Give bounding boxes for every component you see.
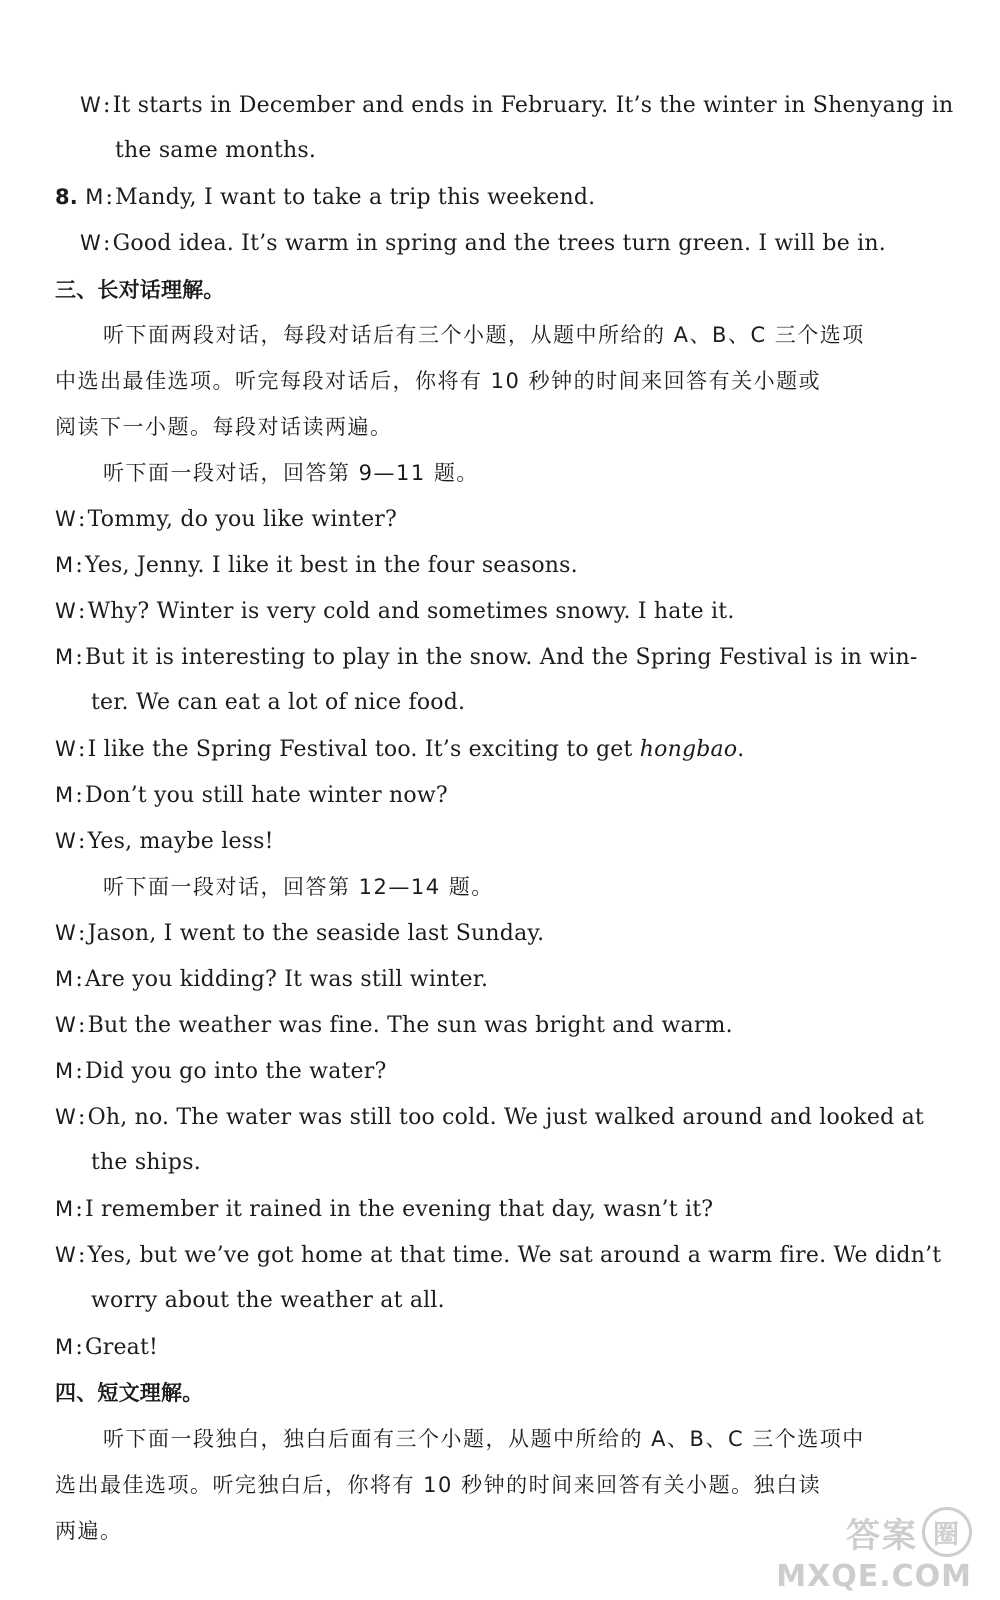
speaker-separator: :	[77, 921, 86, 946]
italic-term: hongbao	[639, 737, 738, 762]
dialogue-text-tail: .	[737, 737, 745, 762]
watermark-logo-text: 答案	[846, 1515, 918, 1556]
speaker-label: M	[55, 1335, 74, 1359]
dialogue-text: Did you go into the water?	[84, 1059, 387, 1084]
speaker-label: W	[55, 1013, 76, 1037]
watermark-url: MXQE.COM	[776, 1559, 972, 1594]
speaker-label: W	[55, 829, 76, 853]
dialogue-text: Great!	[84, 1335, 159, 1360]
text-line	[115, 136, 316, 166]
speaker-separator: :	[75, 1335, 83, 1360]
text-line	[55, 1378, 203, 1409]
text-line	[55, 366, 821, 397]
speaker-label: W	[55, 1105, 76, 1129]
speaker-separator: :	[75, 1059, 83, 1084]
section-heading: 三、长对话理解。	[55, 278, 225, 302]
dialogue-text: Yes, maybe less!	[87, 829, 274, 854]
text-line	[91, 1148, 201, 1178]
site-watermark	[776, 1507, 972, 1594]
text-line	[55, 1332, 158, 1363]
text-line	[55, 780, 448, 811]
text-line	[55, 182, 595, 213]
text-line	[91, 688, 465, 718]
text-line	[55, 1010, 733, 1041]
speaker-label: M	[55, 553, 74, 577]
text-line	[55, 964, 488, 995]
instruction-text: 听下面两段对话，每段对话后有三个小题，从题中所给的 A、B、C 三个选项	[103, 323, 865, 347]
speaker-label: W	[55, 1243, 76, 1267]
speaker-separator: :	[77, 1105, 86, 1130]
text-line	[55, 1516, 123, 1547]
dialogue-text: Oh, no. The water was still too cold. We just walked around and looked at	[87, 1105, 924, 1130]
text-line	[103, 458, 479, 489]
text-line	[55, 1194, 713, 1225]
speaker-separator: :	[77, 507, 86, 532]
text-line	[55, 734, 744, 765]
text-line	[103, 1424, 865, 1455]
text-line	[91, 1286, 445, 1316]
speaker-label: M	[55, 1197, 74, 1221]
text-line	[55, 918, 544, 949]
dialogue-text: Yes, but we’ve got home at that time. We sat around a warm fire. We didn’t	[87, 1243, 942, 1268]
instruction-text: 听下面一段对话，回答第 12—14 题。	[103, 875, 494, 899]
dialogue-text: It starts in December and ends in February. It’s the winter in Shenyang in	[112, 93, 954, 118]
text-line	[55, 412, 393, 443]
text-line	[55, 1056, 387, 1087]
text-line	[103, 320, 865, 351]
text-line	[55, 550, 578, 581]
dialogue-text: ter. We can eat a lot of nice food.	[91, 690, 466, 715]
speaker-label: W	[80, 231, 101, 255]
dialogue-text: I remember it rained in the evening that day, wasn’t it?	[84, 1197, 714, 1222]
instruction-text: 听下面一段对话，回答第 9—11 题。	[103, 461, 479, 485]
speaker-label: W	[55, 737, 76, 761]
speaker-label: M	[55, 783, 74, 807]
dialogue-text: Good idea. It’s warm in spring and the trees turn green. I will be in.	[112, 231, 886, 256]
dialogue-text: I like the Spring Festival too. It’s exciting to get	[87, 737, 640, 762]
text-line	[55, 275, 225, 306]
dialogue-text: the ships.	[91, 1150, 201, 1175]
speaker-label: M	[55, 1059, 74, 1083]
dialogue-text: But the weather was fine. The sun was bright and warm.	[87, 1013, 733, 1038]
text-line	[80, 228, 886, 259]
dialogue-text: Don’t you still hate winter now?	[84, 783, 448, 808]
speaker-separator: :	[77, 737, 86, 762]
watermark-badge: 圈	[922, 1507, 972, 1557]
text-line	[55, 504, 397, 535]
section-heading: 四、短文理解。	[55, 1381, 204, 1405]
instruction-text: 选出最佳选项。听完独白后，你将有 10 秒钟的时间来回答有关小题。独白读	[55, 1473, 822, 1497]
text-line	[55, 596, 735, 627]
watermark-logo	[776, 1507, 972, 1557]
speaker-separator: :	[75, 553, 83, 578]
dialogue-text: Why? Winter is very cold and sometimes snowy. I hate it.	[87, 599, 735, 624]
speaker-label: W	[55, 507, 76, 531]
speaker-separator: :	[102, 93, 111, 118]
speaker-label: W	[55, 921, 76, 945]
dialogue-text: Mandy, I want to take a trip this weekend.	[115, 185, 596, 210]
speaker-label: W	[55, 599, 76, 623]
speaker-separator: :	[77, 1013, 86, 1038]
question-number: 8.	[55, 185, 78, 209]
dialogue-text: Yes, Jenny. I like it best in the four seasons.	[84, 553, 578, 578]
dialogue-text: But it is interesting to play in the snow. And the Spring Festival is in win-	[84, 645, 918, 670]
speaker-label: M	[55, 967, 74, 991]
speaker-separator: :	[75, 967, 83, 992]
text-line	[103, 872, 494, 903]
speaker-separator: :	[77, 1243, 86, 1268]
text-line	[55, 826, 274, 857]
text-line	[55, 1470, 821, 1501]
speaker-label: W	[80, 93, 101, 117]
instruction-text: 阅读下一小题。每段对话读两遍。	[55, 415, 393, 439]
instruction-text: 两遍。	[55, 1519, 123, 1543]
dialogue-text: Jason, I went to the seaside last Sunday.	[87, 921, 545, 946]
speaker-separator: :	[77, 599, 86, 624]
speaker-separator: :	[102, 231, 111, 256]
speaker-label: M	[85, 185, 104, 209]
speaker-separator: :	[105, 185, 114, 210]
speaker-separator: :	[75, 645, 83, 670]
text-line	[55, 642, 918, 673]
dialogue-text: Tommy, do you like winter?	[87, 507, 398, 532]
speaker-separator: :	[75, 783, 83, 808]
speaker-label: M	[55, 645, 74, 669]
dialogue-text: Are you kidding? It was still winter.	[84, 967, 489, 992]
text-line	[55, 1240, 941, 1271]
instruction-text: 中选出最佳选项。听完每段对话后，你将有 10 秒钟的时间来回答有关小题或	[55, 369, 822, 393]
text-line	[55, 1102, 924, 1133]
dialogue-text: the same months.	[115, 138, 317, 163]
speaker-separator: :	[77, 829, 86, 854]
instruction-text: 听下面一段独白，独白后面有三个小题，从题中所给的 A、B、C 三个选项中	[103, 1427, 865, 1451]
text-line	[80, 90, 953, 121]
speaker-separator: :	[75, 1197, 83, 1222]
dialogue-text: worry about the weather at all.	[91, 1288, 445, 1313]
